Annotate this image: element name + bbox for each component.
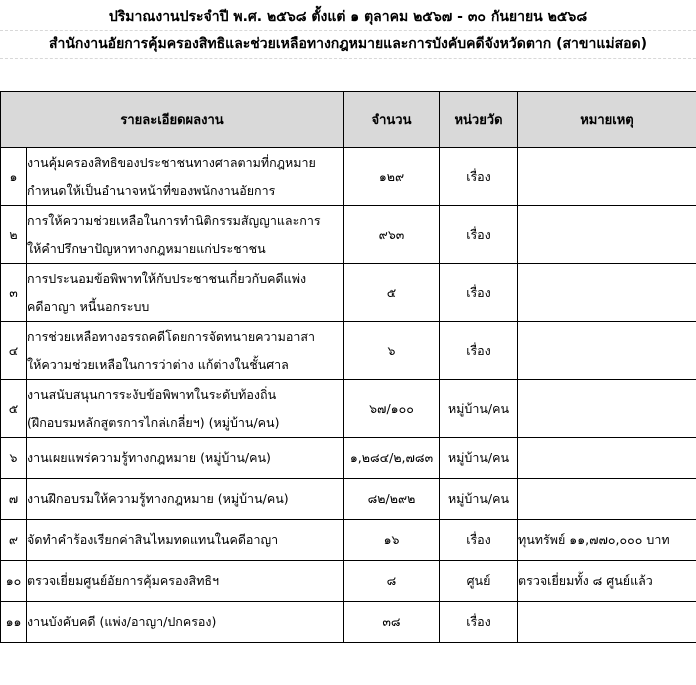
row-detail [27,148,344,206]
row-amount: ๑,๒๘๔/๒,๗๘๓ [344,438,440,479]
detail-line: ให้ความช่วยเหลือในการว่าต่าง แก้ต่างในชั้นศาล [27,356,289,372]
row-note [518,148,696,206]
detail-line: งานสนับสนุนการระงับข้อพิพาทในระดับท้องถิ่น [27,386,277,402]
row-unit: หมู่บ้าน/คน [440,438,518,479]
row-number: ๖ [1,438,27,479]
row-unit: เรื่อง [440,206,518,264]
row-unit: เรื่อง [440,148,518,206]
column-header-note: หมายเหตุ [518,92,696,148]
table-row [1,602,696,643]
report-title: ปริมาณงานประจำปี พ.ศ. ๒๕๖๘ ตั้งแต่ ๑ ตุลาคม ๒๕๖๗ - ๓๐ กันยายน ๒๕๖๘ [108,9,588,25]
detail-line: ให้คำปรึกษาปัญหาทางกฎหมายแก่ประชาชน [27,240,266,256]
row-note [518,264,696,322]
detail-line: (ฝึกอบรมหลักสูตรการไกล่เกลี่ยฯ) (หมู่บ้าน/คน) [27,414,280,430]
column-header-detail: รายละเอียดผลงาน [1,92,344,148]
row-amount: ๑๖ [344,520,440,561]
row-detail [27,206,344,264]
row-detail [27,520,344,561]
detail-line: การให้ความช่วยเหลือในการทำนิติกรรมสัญญาและการ [27,212,321,228]
row-note [518,322,696,380]
divider [0,30,696,31]
detail-line: การช่วยเหลือทางอรรถคดีโดยการจัดทนายความอาสา [27,328,315,344]
table-row [1,264,696,322]
table-row [1,322,696,380]
column-header-unit: หน่วยวัด [440,92,518,148]
row-amount: ๖ [344,322,440,380]
row-number: ๔ [1,322,27,380]
row-unit: หมู่บ้าน/คน [440,479,518,520]
column-header-amount: จำนวน [344,92,440,148]
report-subtitle: สำนักงานอัยการคุ้มครองสิทธิและช่วยเหลือทางกฎหมายและการบังคับคดีจังหวัดตาก (สาขาแม่สอด) [48,36,648,52]
workload-table [0,91,696,643]
row-number: ๗ [1,479,27,520]
row-detail [27,322,344,380]
row-unit: หมู่บ้าน/คน [440,380,518,438]
detail-line: ตรวจเยี่ยมศูนย์อัยการคุ้มครองสิทธิฯ [27,573,220,588]
divider [0,58,696,59]
row-amount: ๕ [344,264,440,322]
row-number: ๑๐ [1,561,27,602]
row-amount: ๖๗/๑๐๐ [344,380,440,438]
table-row [1,380,696,438]
row-detail [27,479,344,520]
row-unit: เรื่อง [440,602,518,643]
row-amount: ๘๒/๒๙๒ [344,479,440,520]
row-amount: ๑๒๙ [344,148,440,206]
row-detail [27,264,344,322]
row-unit: ศูนย์ [440,561,518,602]
table-row [1,561,696,602]
row-amount: ๘ [344,561,440,602]
row-amount: ๙๖๓ [344,206,440,264]
row-note: ทุนทรัพย์ ๑๑,๗๗๐,๐๐๐ บาท [518,520,696,561]
table-row [1,438,696,479]
detail-line: จัดทำคำร้องเรียกค่าสินไหมทดแทนในคดีอาญา [27,532,279,547]
table-header-row [1,92,696,148]
detail-line: กำหนดให้เป็นอำนาจหน้าที่ของพนักงานอัยการ [27,182,276,198]
row-unit: เรื่อง [440,322,518,380]
row-note [518,602,696,643]
detail-line: งานคุ้มครองสิทธิของประชาชนทางศาลตามที่กฎหมาย [27,154,316,170]
row-number: ๑๑ [1,602,27,643]
detail-line: การประนอมข้อพิพาทให้กับประชาชนเกี่ยวกับคดีแพ่ง [27,270,307,286]
row-number: ๑ [1,148,27,206]
row-number: ๒ [1,206,27,264]
table-row [1,206,696,264]
detail-line: คดีอาญา หนี้นอกระบบ [27,298,150,314]
table-row [1,520,696,561]
row-number: ๙ [1,520,27,561]
row-note [518,479,696,520]
row-number: ๕ [1,380,27,438]
detail-line: งานบังคับคดี (แพ่ง/อาญา/ปกครอง) [27,614,217,629]
row-unit: เรื่อง [440,264,518,322]
detail-line: งานฝึกอบรมให้ความรู้ทางกฎหมาย (หมู่บ้าน/คน) [27,491,289,506]
row-detail [27,602,344,643]
row-detail [27,380,344,438]
table-row [1,148,696,206]
row-number: ๓ [1,264,27,322]
row-note [518,206,696,264]
row-unit: เรื่อง [440,520,518,561]
table-row [1,479,696,520]
row-note [518,380,696,438]
row-note: ตรวจเยี่ยมทั้ง ๘ ศูนย์แล้ว [518,561,696,602]
row-detail [27,438,344,479]
row-detail [27,561,344,602]
row-amount: ๓๘ [344,602,440,643]
row-note [518,438,696,479]
detail-line: งานเผยแพร่ความรู้ทางกฎหมาย (หมู่บ้าน/คน) [27,450,271,465]
